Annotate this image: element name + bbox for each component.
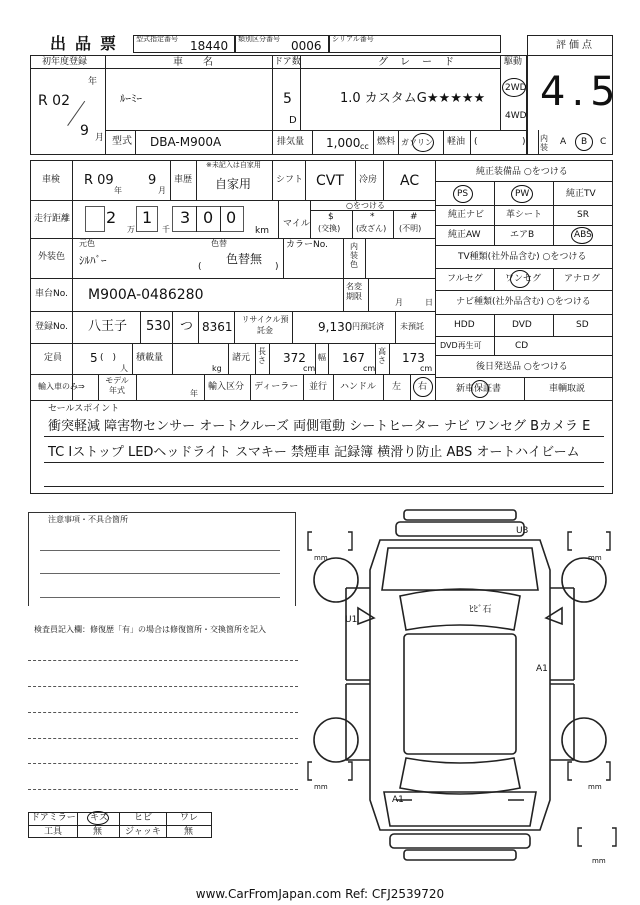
recycle-unpaid: 未預託 <box>400 322 424 331</box>
name-expiry-label: 名変期限 <box>346 282 362 301</box>
import-class-label: 輸入区分 <box>208 382 245 392</box>
footer-ref: www.CarFromJapan.com Ref: CFJ2539720 <box>195 887 445 901</box>
fuel-label: 燃料 <box>377 137 396 147</box>
reg-kana: つ <box>180 319 194 334</box>
tv-analog: アナログ <box>564 274 601 284</box>
inspector-label: 検査員記入欄：修復歴「有」の場合は修復箇所・交換箇所を記入 <box>34 625 266 634</box>
color-no-label: カラーNo. <box>286 240 328 250</box>
class-no-value: 0006 <box>291 39 322 53</box>
color-change: 色替無 <box>226 252 263 266</box>
caution-box <box>28 512 296 606</box>
equip-leather: 革シート <box>506 210 543 220</box>
table-jack-label: ジャッキ <box>125 827 161 837</box>
doc-warranty-circle <box>471 380 489 398</box>
nav-header: ナビ種類(社外品含む) ○をつける <box>456 297 591 307</box>
table-jack-value: 無 <box>184 827 194 837</box>
mark-header: ○をつける <box>346 201 385 210</box>
class-no-label: 類別区分番号 <box>238 35 280 43</box>
recycle-status: 円預託済 <box>352 322 384 331</box>
load-label: 積載量 <box>136 353 164 363</box>
cd-value: CD <box>515 341 529 351</box>
mileage-digit-1: 2 <box>106 208 117 227</box>
equip-genuine-nav: 純正ナビ <box>448 210 485 220</box>
inspection-label: 車検 <box>42 175 61 185</box>
nav-sd: SD <box>576 320 589 330</box>
table-tools-value: 無 <box>93 827 103 837</box>
name-label: 車名 <box>173 57 233 68</box>
reg-num: 8361 <box>202 320 233 334</box>
damage-u3: U3 <box>516 526 529 536</box>
history-note: ※未記入は自家用 <box>206 161 261 169</box>
type-no-value: 18440 <box>190 39 229 53</box>
equip-abs-circle <box>571 227 593 244</box>
tv-oneseg: ワンセグ <box>505 274 542 284</box>
grade-label: グレード <box>378 57 466 68</box>
interior-b: B <box>581 137 588 147</box>
interior-c: C <box>600 137 607 147</box>
capacity-label: 定員 <box>44 353 63 363</box>
doc-warranty: 新車保証書 <box>456 384 502 394</box>
handle-left: 左 <box>392 382 402 392</box>
inspection-year: R 09 <box>84 173 114 188</box>
orig-color-label: 元色 <box>79 239 95 248</box>
damage-u1: U1 <box>345 615 358 625</box>
model-value: DBA-M900A <box>150 135 222 149</box>
drive-2wd-circle <box>502 78 526 97</box>
handle-label: ハンドル <box>340 382 377 392</box>
history-value: 自家用 <box>215 177 252 191</box>
length-value: 372 <box>283 351 306 365</box>
mileage-label: 走行距離 <box>34 214 71 224</box>
height-value: 173 <box>402 351 425 365</box>
interior-b-circle <box>575 133 593 151</box>
damage-a1-bottom: A1 <box>392 795 404 805</box>
score-label: 評価点 <box>556 40 595 51</box>
body-code: D <box>289 115 297 126</box>
scratch-circle <box>87 811 109 825</box>
tv-fullseg: フルセグ <box>447 274 483 284</box>
displacement-label: 排気量 <box>277 137 305 147</box>
table-header-crack: ヒビ <box>134 813 153 823</box>
handle-right-circle <box>413 377 433 397</box>
tv-header: TV種類(社外品含む) ○をつける <box>458 252 587 262</box>
recycle-label: リサイクル預託金 <box>241 315 289 335</box>
type-no-label: 型式指定番号 <box>136 35 178 43</box>
tv-oneseg-circle <box>510 270 530 288</box>
reg-class: 530 <box>146 319 171 334</box>
model-year-label: モデル年式 <box>105 376 129 395</box>
drive-4wd: 4WD <box>505 111 527 121</box>
serial-label: シリアル番号 <box>332 35 374 43</box>
interior-label: 内装 <box>540 134 548 152</box>
width-value: 167 <box>342 351 365 365</box>
nav-hdd: HDD <box>454 320 475 330</box>
chassis-label: 車台No. <box>35 289 68 299</box>
equip-sr: SR <box>577 210 589 220</box>
import-dealer: ディーラー <box>254 382 299 392</box>
docs-header: 後日発送品 ○をつける <box>476 362 568 372</box>
table-tools-label: 工具 <box>44 827 63 837</box>
mileage-digit-5: 0 <box>226 208 237 227</box>
color-change-label: 色替 <box>211 239 227 248</box>
interior-a: A <box>560 137 567 147</box>
mileage-digit-4: 0 <box>203 208 214 227</box>
table-header-break: ワレ <box>180 813 199 823</box>
capacity-value: 5 <box>90 351 98 365</box>
width-label: 幅 <box>318 353 326 362</box>
shift-value: CVT <box>316 173 344 189</box>
mile-label: マイル <box>283 219 310 229</box>
fuel-gasoline-circle <box>412 133 434 152</box>
equip-ps-circle <box>453 185 473 203</box>
reg-city: 八王子 <box>88 319 128 334</box>
table-header-scratch: キズ <box>90 813 108 823</box>
doors-label: ドア数 <box>274 57 301 67</box>
length-label: 長さ <box>258 347 266 365</box>
equip-abs: ABS <box>574 230 592 240</box>
history-label: 車歴 <box>174 175 193 185</box>
mm-label-3: mm <box>314 783 328 791</box>
sales-line-2: TC Iストップ LEDヘッドライト スマキー 禁煙車 記録簿 横滑り防止 ABS オートハイビーム <box>48 445 580 460</box>
fuel-gasoline: ガソリン <box>401 138 433 147</box>
mm-label-2: mm <box>588 554 602 562</box>
damage-windshield: ﾋﾋﾞ石 <box>469 605 492 615</box>
dims-label: 諸元 <box>232 353 251 363</box>
orig-color: ｼﾙﾊﾞｰ <box>79 254 107 267</box>
ac-value: AC <box>400 173 420 189</box>
first-reg-month: 9 <box>80 123 89 139</box>
fuel-diesel: 軽油 <box>447 137 466 147</box>
equip-ps: PS <box>457 189 469 199</box>
sales-label: セールスポイント <box>48 404 120 414</box>
handle-right: 右 <box>418 382 428 392</box>
genuine-header: 純正装備品 ○をつける <box>476 167 568 177</box>
reg-no-label: 登録No. <box>35 322 68 332</box>
import-parallel: 並行 <box>309 382 328 392</box>
grade-value: 1.0 カスタムG★★★★★ <box>340 91 486 106</box>
equip-airbag: エアB <box>510 230 535 240</box>
car-name: ﾙｰﾐｰ <box>120 92 142 105</box>
doors-value: 5 <box>283 91 292 107</box>
mm-label-5: mm <box>592 857 606 865</box>
equip-genuine-tv: 純正TV <box>566 189 596 199</box>
interior-color-label: 内装色 <box>350 242 358 269</box>
doc-manual: 車輌取説 <box>549 384 586 394</box>
mm-label-4: mm <box>588 783 602 791</box>
mm-label-1: mm <box>314 554 328 562</box>
height-label: 高さ <box>378 347 386 365</box>
recycle-value: 9,130 <box>318 320 353 334</box>
chassis-value: M900A-0486280 <box>88 287 204 303</box>
first-reg-label: 初年度登録 <box>42 57 88 67</box>
equip-genuine-aw: 純正AW <box>448 230 481 240</box>
displacement-value: 1,000 <box>326 136 361 150</box>
import-label: 輸入車のみ⇒ <box>38 382 85 391</box>
drive-label: 駆動 <box>504 57 523 67</box>
sales-line-1: 衝突軽減 障害物センサー オートクルーズ 両側電動 シートヒーター ナビ ワンセグ Bカメラ E <box>48 419 591 434</box>
dvd-play-label: DVD再生可 <box>440 341 482 350</box>
equip-pw: PW <box>515 189 530 199</box>
mileage-digit-3: 3 <box>180 208 191 227</box>
caution-label: 注意事項・不具合箇所 <box>48 515 128 524</box>
model-label: 型式 <box>112 136 132 147</box>
first-reg-year: R 02 <box>38 93 70 109</box>
drive-2wd: 2WD <box>505 83 527 93</box>
ac-label: 冷房 <box>359 175 378 185</box>
nav-dvd: DVD <box>512 320 532 330</box>
shift-label: シフト <box>276 175 304 185</box>
form-title: 出品票 <box>50 34 126 53</box>
inspection-month: 9 <box>148 173 157 188</box>
score-value: 4.5 <box>540 69 622 115</box>
table-header-mirror: ドアミラー <box>31 813 76 823</box>
mileage-digit-2: 1 <box>142 208 153 227</box>
equip-pw-circle <box>511 185 533 203</box>
damage-a1-side: A1 <box>536 664 548 674</box>
car-damage-diagram <box>300 500 620 870</box>
color-label: 外装色 <box>38 252 66 262</box>
